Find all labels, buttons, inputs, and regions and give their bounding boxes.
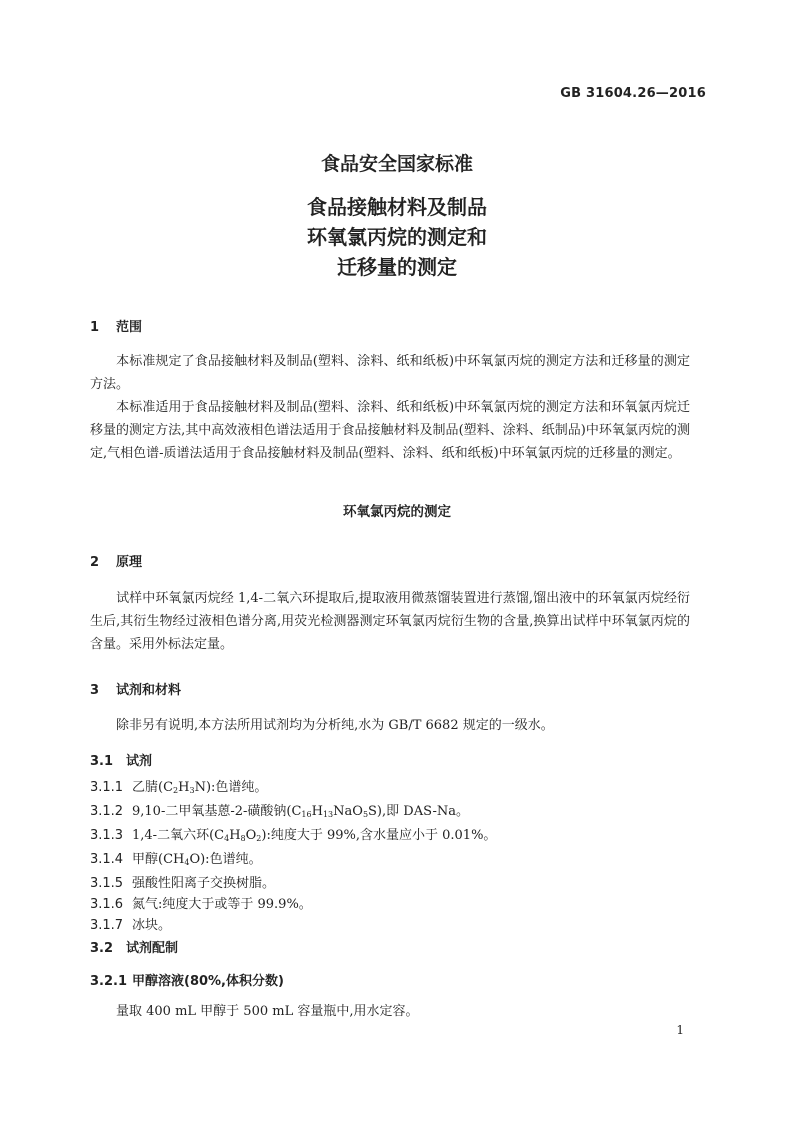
section-3-1-heading — [90, 750, 152, 769]
item-number: 3.1.5 — [90, 876, 124, 891]
section-number: 3 — [90, 683, 100, 698]
section-3-2-heading — [90, 937, 178, 956]
section-number: 3.2.1 — [90, 974, 128, 989]
section-3-heading — [90, 679, 181, 698]
title-line-3: 迁移量的测定 — [337, 255, 457, 279]
section-number: 2 — [90, 555, 100, 570]
section-title: 原理 — [116, 555, 143, 570]
document-title — [0, 150, 794, 282]
title-line-2: 环氧氯丙烷的测定和 — [307, 225, 487, 249]
section-3-2-1-paragraph: 量取 400 mL 甲醇于 500 mL 容量瓶中,用水定容。 — [116, 1004, 419, 1019]
title-line-1: 食品接触材料及制品 — [307, 195, 487, 219]
list-item: 3.1.7 冰块。 — [90, 916, 496, 936]
list-item: 3.1.3 1,4-二氧六环$(C_4H_8O_2)$:纯度大于 99%,含水量应小于 0.01%。 — [90, 826, 496, 849]
section-3-paragraph-1: 除非另有说明,本方法所用试剂均为分析纯,水为 GB/T 6682 规定的一级水。 — [116, 718, 554, 733]
part-heading: 环氧氯丙烷的测定 — [343, 504, 451, 520]
section-number: 3.2 — [90, 941, 114, 956]
item-number: 3.1.3 — [90, 828, 124, 843]
title-main: 食品安全国家标准 — [320, 153, 473, 175]
list-item: 3.1.4 甲醇$(CH_4O)$:色谱纯。 — [90, 850, 496, 873]
page-number: 1 — [676, 1023, 684, 1037]
item-number: 3.1.6 — [90, 897, 124, 912]
section-number: 3.1 — [90, 754, 114, 769]
section-title: 试剂和材料 — [116, 683, 182, 698]
list-item: 3.1.2 9,10-二甲氧基蒽-2-磺酸钠$(C_{16}H_{13}NaO_5S)$,即 DAS-Na。 — [90, 802, 496, 825]
section-title: 范围 — [116, 320, 143, 335]
item-number: 3.1.1 — [90, 780, 124, 795]
section-title: 试剂配制 — [126, 941, 179, 956]
reagent-list — [90, 778, 496, 936]
section-1-paragraph-2: 本标准适用于食品接触材料及制品(塑料、涂料、纸和纸板)中环氧氯丙烷的测定方法和环氧氯丙烷迁移量的测定方法,其中高效液相色谱法适用于食品接触材料及制品(塑料、涂料、纸制品)中环氧氯丙烷的测定,气相色谱-质谱法适用于食品接触材料及制品(塑料、涂料、纸和纸板)中环氧氯丙烷的迁移量的测定。 — [90, 400, 690, 461]
section-title: 试剂 — [126, 754, 153, 769]
section-2-heading — [90, 551, 142, 570]
list-item: 3.1.5 强酸性阳离子交换树脂。 — [90, 874, 496, 894]
list-item: 3.1.1 乙腈$(C_2H_3N)$:色谱纯。 — [90, 778, 496, 801]
section-title: 甲醇溶液(80%,体积分数) — [132, 974, 284, 989]
section-1-paragraph-1: 本标准规定了食品接触材料及制品(塑料、涂料、纸和纸板)中环氧氯丙烷的测定方法和迁移量的测定方法。 — [90, 354, 690, 392]
standard-code: GB 31604.26—2016 — [560, 86, 706, 101]
section-number: 1 — [90, 320, 100, 335]
section-2-paragraph-1: 试样中环氧氯丙烷经 1,4-二氧六环提取后,提取液用微蒸馏装置进行蒸馏,馏出液中的环氧氯丙烷经衍生后,其衍生物经过液相色谱分离,用荧光检测器测定环氧氯丙烷衍生物的含量,换算出试样中环氧氯丙烷的含量。采用外标法定量。 — [90, 591, 690, 652]
section-1-heading — [90, 316, 142, 335]
list-item: 3.1.6 氮气:纯度大于或等于 99.9%。 — [90, 895, 496, 915]
item-number: 3.1.4 — [90, 852, 124, 867]
item-number: 3.1.7 — [90, 918, 124, 933]
item-number: 3.1.2 — [90, 804, 124, 819]
section-3-2-1-heading — [90, 970, 284, 989]
